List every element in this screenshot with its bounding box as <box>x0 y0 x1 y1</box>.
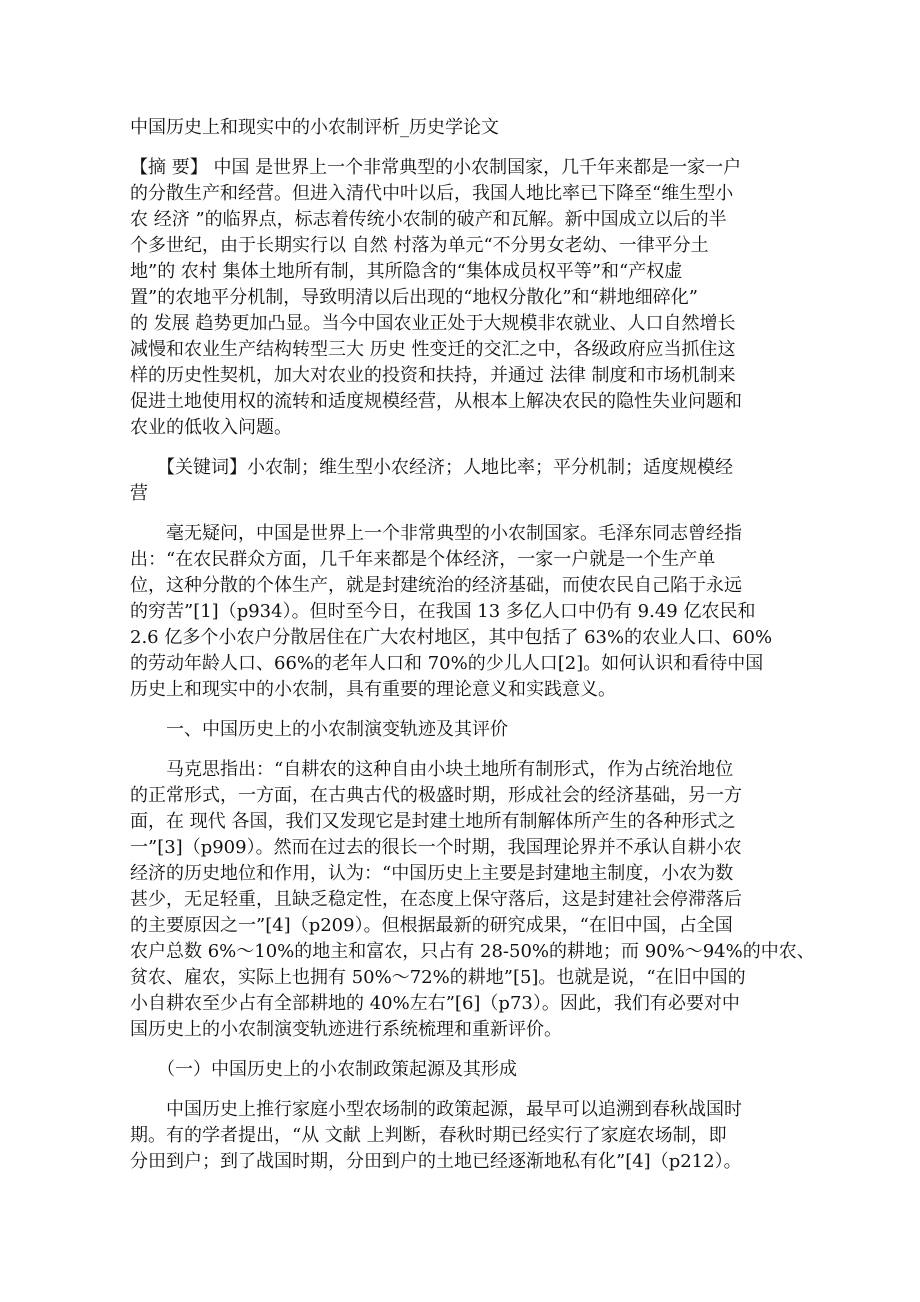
text-line: （一）中国历史上的小农制政策起源及其形成 <box>130 1059 517 1080</box>
text-line: 2.6 亿多个小农户分散居住在广大农村地区，其中包括了 63%的农业人口、60% <box>130 627 773 648</box>
text-line: 【关键词】小农制；维生型小农经济；人地比率；平分机制；适度规模经 <box>130 457 733 478</box>
text-line: 的分散生产和经营。但进入清代中叶以后，我国人地比率已下降至“维生型小 <box>130 183 734 204</box>
marx-paragraph <box>130 757 815 1043</box>
text-line: 甚少，无足轻重，且缺乏稳定性，在态度上保守落后，这是封建社会停滞落后 <box>130 889 742 910</box>
keywords <box>130 455 810 507</box>
document-page <box>130 115 815 1189</box>
abstract <box>130 155 810 441</box>
text-line: 的劳动年龄人口、66%的老年人口和 70%的少儿人口[2]。如何认识和看待中国 <box>130 653 764 674</box>
text-line: 分田到户；到了战国时期，分田到户的土地已经逐渐地私有化”[4]（p212）。 <box>130 1151 742 1172</box>
document-title: 中国历史上和现实中的小农制评析_历史学论文 <box>130 117 499 138</box>
text-line: 的主要原因之一”[4]（p209）。但根据最新的研究成果，“在旧中国，占全国 <box>130 915 733 936</box>
text-line: 促进土地使用权的流转和适度规模经营，从根本上解决农民的隐性失业问题和 <box>130 391 742 412</box>
text-line: 个多世纪，由于长期实行以 自然 村落为单元“不分男女老幼、一律平分土 <box>130 235 709 256</box>
text-line: 地”的 农村 集体土地所有制，其所隐含的“集体成员权平等”和“产权虚 <box>130 261 683 282</box>
text-line: 减慢和农业生产结构转型三大 历史 性变迁的交汇之中，各级政府应当抓住这 <box>130 339 736 360</box>
text-line: 位，这种分散的个体生产，就是封建统治的经济基础，而使农民自己陷于永远 <box>130 575 742 596</box>
text-line: 经济的历史地位和作用，认为：“中国历史上主要是封建地主制度，小农为数 <box>130 863 734 884</box>
text-line: 【摘 要】 中国 是世界上一个非常典型的小农制国家，几千年来都是一家一户 <box>130 157 742 178</box>
text-line: 历史上和现实中的小农制，具有重要的理论意义和实践意义。 <box>130 679 616 700</box>
text-line: 农户总数 6%～10%的地主和富农，只占有 28-50%的耕地；而 90%～94%的中农、 <box>130 941 815 962</box>
text-line: 置”的农地平分机制，导致明清以后出现的“地权分散化”和“耕地细碎化” <box>130 287 699 308</box>
origin-paragraph <box>130 1097 810 1175</box>
text-line: 出：“在农民群众方面，几千年来都是个体经济，一家一户就是一个生产单 <box>130 549 716 570</box>
text-line: 一”[3]（p909）。然而在过去的很长一个时期，我国理论界并不承认自耕小农 <box>130 837 742 858</box>
text-line: 面，在 现代 各国，我们又发现它是封建土地所有制解体所产生的各种形式之 <box>130 811 736 832</box>
document-body <box>130 155 815 1175</box>
intro-paragraph <box>130 521 810 703</box>
section-heading-1 <box>130 717 810 743</box>
text-line: 农 经济 ”的临界点，标志着传统小农制的破产和瓦解。新中国成立以后的半 <box>130 209 727 230</box>
text-line: 的 发展 趋势更加凸显。当今中国农业正处于大规模非农就业、人口自然增长 <box>130 313 736 334</box>
text-line: 营 <box>130 483 148 504</box>
section-heading-1-1 <box>130 1057 810 1083</box>
text-line: 农业的低收入问题。 <box>130 417 292 438</box>
text-line: 贫农、雇农，实际上也拥有 50%～72%的耕地”[5]。也就是说，“在旧中国的 <box>130 967 746 988</box>
text-line: 的正常形式，一方面，在古典古代的极盛时期，形成社会的经济基础，另一方 <box>130 785 742 806</box>
text-line: 国历史上的小农制演变轨迹进行系统梳理和重新评价。 <box>130 1019 562 1040</box>
text-line: 样的历史性契机，加大对农业的投资和扶持，并通过 法律 制度和市场机制来 <box>130 365 736 386</box>
text-line: 马克思指出：“自耕农的这种自由小块土地所有制形式，作为占统治地位 <box>130 759 734 780</box>
text-line: 的穷苦”[1]（p934）。但时至今日，在我国 13 多亿人口中仍有 9.49 亿农民和 <box>130 601 756 622</box>
text-line: 期。有的学者提出，“从 文献 上判断，春秋时期已经实行了家庭农场制，即 <box>130 1125 727 1146</box>
text-line: 小自耕农至少占有全部耕地的 40%左右”[6]（p73）。因此，我们有必要对中 <box>130 993 740 1014</box>
text-line: 一、中国历史上的小农制演变轨迹及其评价 <box>130 719 508 740</box>
text-line: 中国历史上推行家庭小型农场制的政策起源，最早可以追溯到春秋战国时 <box>130 1099 742 1120</box>
text-line: 毫无疑问，中国是世界上一个非常典型的小农制国家。毛泽东同志曾经指 <box>130 523 742 544</box>
